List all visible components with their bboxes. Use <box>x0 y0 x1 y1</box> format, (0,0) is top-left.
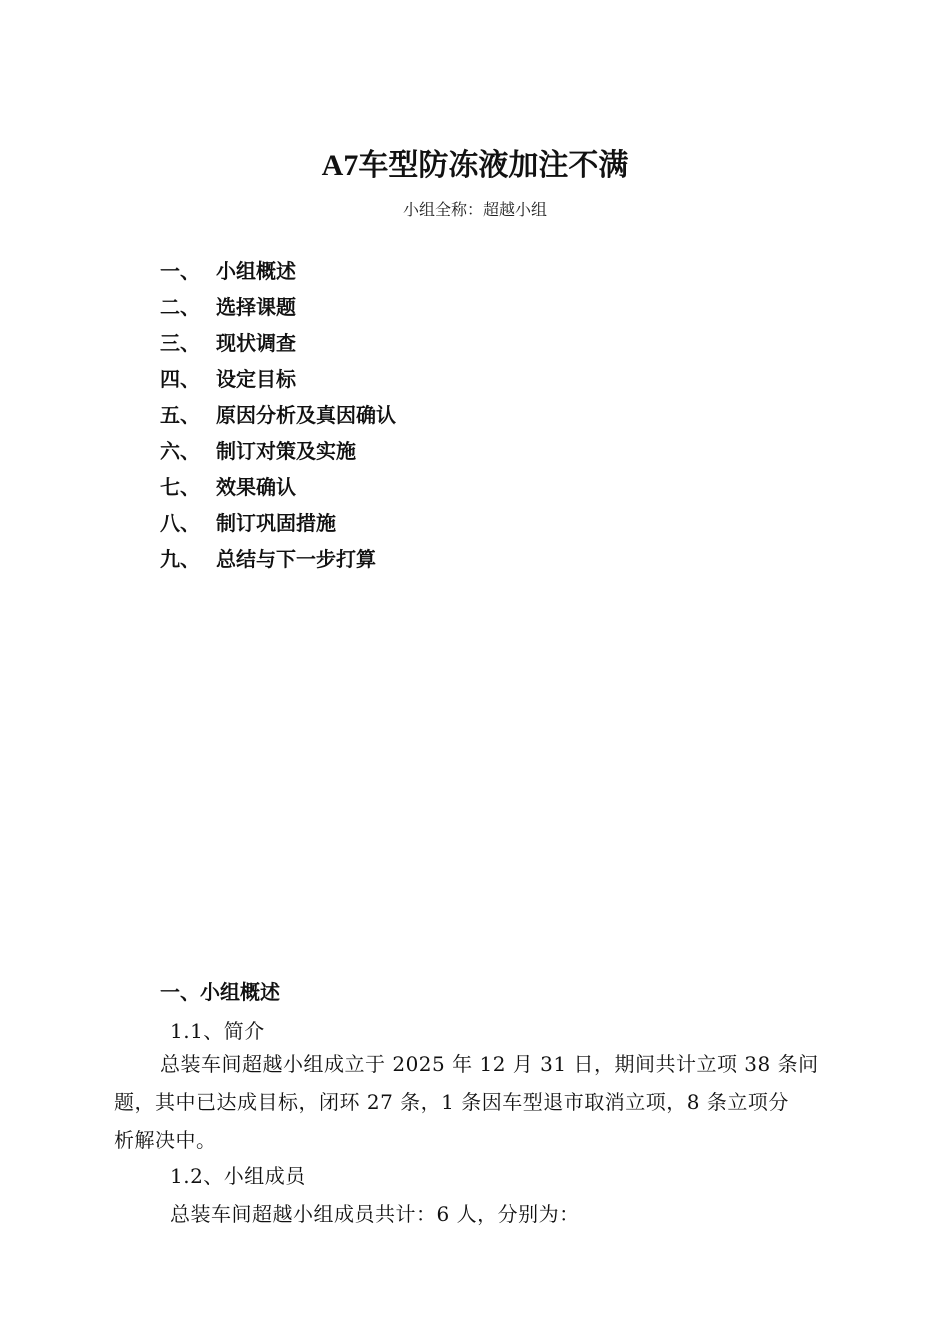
toc-item <box>160 292 396 328</box>
toc-item <box>160 364 396 400</box>
group-name: 小组全称：超越小组 <box>402 200 547 219</box>
toc-item <box>160 544 396 580</box>
toc-item-label: 制订对策及实施 <box>216 439 356 463</box>
toc-item <box>160 328 396 364</box>
paragraph-line: 总装车间超越小组成员共计：6 人，分别为： <box>170 1202 580 1226</box>
toc-item-label: 制订巩固措施 <box>216 511 336 535</box>
section-heading: 一、小组概述 <box>160 980 280 1004</box>
toc-item-label: 小组概述 <box>216 259 296 283</box>
toc-item-label: 设定目标 <box>216 367 296 391</box>
toc-item <box>160 400 396 436</box>
toc-item-number: 七、 <box>160 475 200 499</box>
toc-item-number: 八、 <box>160 511 200 535</box>
toc-item-number: 一、 <box>160 259 200 283</box>
document-title: A7车型防冻液加注不满 <box>321 149 629 182</box>
toc-item-label: 原因分析及真因确认 <box>216 403 396 427</box>
toc-item-label: 效果确认 <box>216 475 296 499</box>
paragraph-line: 题，其中已达成目标，闭环 27 条，1 条因车型退市取消立项，8 条立项分 <box>114 1090 789 1114</box>
paragraph-line: 析解决中。 <box>114 1128 217 1152</box>
toc-item-number: 二、 <box>160 295 200 319</box>
subsection-heading: 1.2、小组成员 <box>170 1164 306 1188</box>
toc-item-number: 四、 <box>160 367 200 391</box>
subsection-heading: 1.1、简介 <box>170 1019 265 1043</box>
toc-item <box>160 508 396 544</box>
toc-item-label: 现状调查 <box>216 331 296 355</box>
paragraph-line: 总装车间超越小组成立于 2025 年 12 月 31 日，期间共计立项 38 条问 <box>160 1052 819 1076</box>
toc-item-number: 六、 <box>160 439 200 463</box>
toc-item <box>160 436 396 472</box>
toc-item-number: 五、 <box>160 403 200 427</box>
table-of-contents <box>160 256 396 580</box>
toc-item <box>160 256 396 292</box>
toc-item-number: 九、 <box>160 547 200 571</box>
toc-item <box>160 472 396 508</box>
toc-item-label: 选择课题 <box>216 295 296 319</box>
toc-item-number: 三、 <box>160 331 200 355</box>
toc-item-label: 总结与下一步打算 <box>216 547 376 571</box>
